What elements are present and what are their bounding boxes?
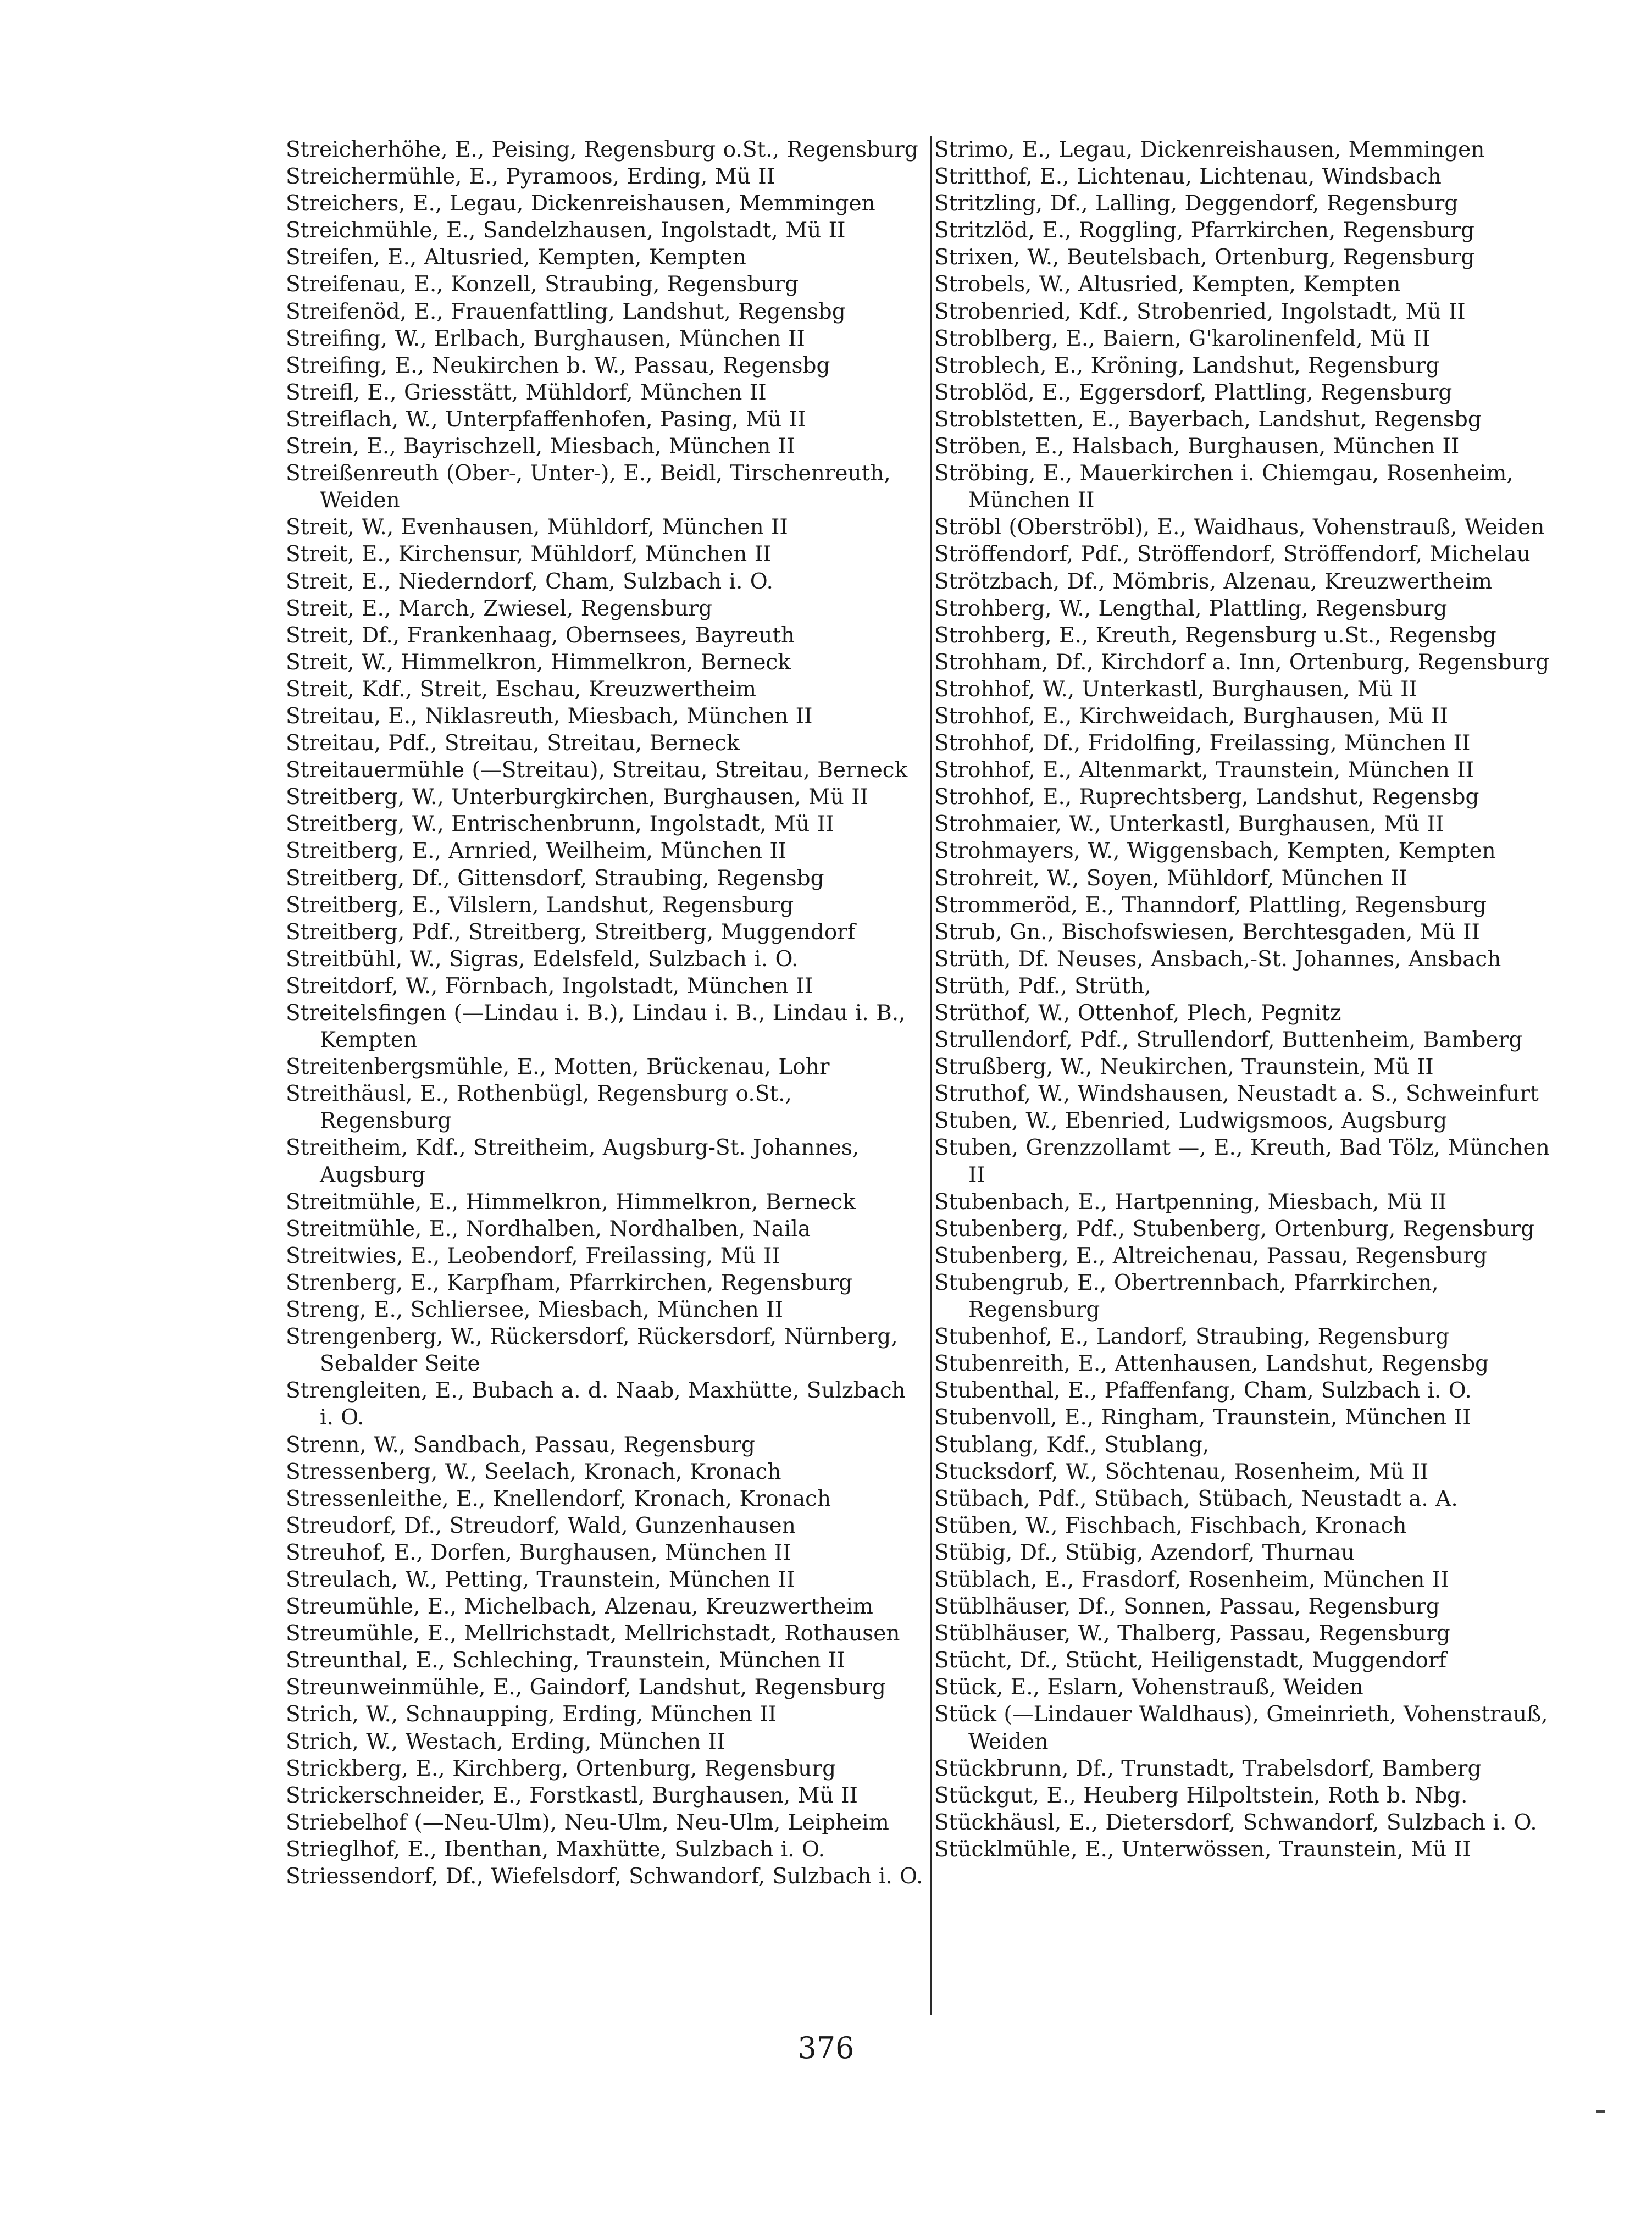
gazetteer-entry: Stritthof, E., Lichtenau, Lichtenau, Windsbach bbox=[934, 164, 1442, 190]
gazetteer-entry: Stück (—Lindauer Waldhaus), Gmeinrieth, Vohenstrauß, Weiden bbox=[934, 1702, 1548, 1754]
gazetteer-entry: Stübach, Pdf., Stübach, Stübach, Neustadt a. A. bbox=[934, 1486, 1458, 1511]
gazetteer-entry: Streit, Df., Frankenhaag, Obernsees, Bayreuth bbox=[286, 623, 795, 648]
margin-mark bbox=[1596, 2110, 1605, 2113]
gazetteer-entry: Streitmühle, E., Himmelkron, Himmelkron, Berneck bbox=[286, 1189, 856, 1215]
right-column bbox=[934, 136, 1572, 2016]
gazetteer-entry: Stuben, W., Ebenried, Ludwigsmoos, Augsburg bbox=[934, 1108, 1448, 1134]
gazetteer-entry: Strohhof, E., Ruprechtsberg, Landshut, Regensbg bbox=[934, 785, 1479, 810]
gazetteer-entry: Streifen, E., Altusried, Kempten, Kempten bbox=[286, 245, 746, 270]
gazetteer-entry: Stritzling, Df., Lalling, Deggendorf, Regensburg bbox=[934, 191, 1459, 217]
gazetteer-entry: Stubengrub, E., Obertrennbach, Pfarrkirchen, Regensburg bbox=[934, 1270, 1439, 1323]
gazetteer-entry: Stuben, Grenzzollamt —, E., Kreuth, Bad Tölz, München II bbox=[934, 1135, 1550, 1188]
gazetteer-entry: Stücklmühle, E., Unterwössen, Traunstein, Mü II bbox=[934, 1837, 1471, 1862]
gazetteer-entry: Strich, W., Westach, Erding, München II bbox=[286, 1729, 725, 1754]
gazetteer-entry: Strengenberg, W., Rückersdorf, Rückersdorf, Nürnberg, Sebalder Seite bbox=[286, 1324, 898, 1377]
gazetteer-entry: Streichmühle, E., Sandelzhausen, Ingolstadt, Mü II bbox=[286, 218, 846, 243]
gazetteer-entry: Streitenbergsmühle, E., Motten, Brückenau, Lohr bbox=[286, 1055, 830, 1080]
gazetteer-entry: Stubenvoll, E., Ringham, Traunstein, München II bbox=[934, 1405, 1471, 1431]
gazetteer-entry: Strich, W., Schnaupping, Erding, München II bbox=[286, 1702, 777, 1727]
gazetteer-entry: Strußberg, W., Neukirchen, Traunstein, Mü II bbox=[934, 1055, 1434, 1080]
gazetteer-entry: Streifenau, E., Konzell, Straubing, Regensburg bbox=[286, 272, 799, 297]
gazetteer-entry: Stucksdorf, W., Söchtenau, Rosenheim, Mü II bbox=[934, 1459, 1429, 1484]
gazetteer-entry: Stubenbach, E., Hartpenning, Miesbach, Mü II bbox=[934, 1189, 1447, 1215]
gazetteer-entry: Streit, E., Kirchensur, Mühldorf, München II bbox=[286, 542, 772, 567]
left-column bbox=[286, 136, 923, 2016]
page-number: 376 bbox=[797, 2031, 855, 2065]
gazetteer-entry: Stückgut, E., Heuberg Hilpoltstein, Roth b. Nbg. bbox=[934, 1783, 1468, 1808]
gazetteer-entry: Streifl, E., Griesstätt, Mühldorf, München II bbox=[286, 380, 767, 405]
gazetteer-entry: Streng, E., Schliersee, Miesbach, München II bbox=[286, 1298, 783, 1323]
gazetteer-entry: Streitberg, Df., Gittensdorf, Straubing, Regensbg bbox=[286, 866, 824, 891]
gazetteer-entry: Stubenthal, E., Pfaffenfang, Cham, Sulzbach i. O. bbox=[934, 1378, 1472, 1404]
gazetteer-entry: Streit, W., Evenhausen, Mühldorf, München II bbox=[286, 515, 788, 540]
gazetteer-entry: Strobenried, Kdf., Strobenried, Ingolstadt, Mü II bbox=[934, 299, 1466, 324]
gazetteer-entry: Streumühle, E., Michelbach, Alzenau, Kreuzwertheim bbox=[286, 1594, 873, 1620]
gazetteer-entry: Streitdorf, W., Förnbach, Ingolstadt, München II bbox=[286, 973, 813, 999]
gazetteer-entry: Streitberg, E., Arnried, Weilheim, München II bbox=[286, 839, 787, 864]
gazetteer-entry: Streitau, Pdf., Streitau, Streitau, Berneck bbox=[286, 731, 740, 756]
gazetteer-entry: Strüthof, W., Ottenhof, Plech, Pegnitz bbox=[934, 1001, 1341, 1025]
gazetteer-entry: Strohberg, E., Kreuth, Regensburg u.St., Regensbg bbox=[934, 623, 1496, 648]
gazetteer-entry: Streichermühle, E., Pyramoos, Erding, Mü II bbox=[286, 164, 775, 190]
gazetteer-entry: Stroblöd, E., Eggersdorf, Plattling, Regensburg bbox=[934, 380, 1453, 405]
gazetteer-entry: Strenn, W., Sandbach, Passau, Regensburg bbox=[286, 1432, 755, 1457]
gazetteer-entry: Strub, Gn., Bischofswiesen, Berchtesgaden, Mü II bbox=[934, 919, 1480, 945]
gazetteer-entry: Strohhof, E., Altenmarkt, Traunstein, München II bbox=[934, 758, 1474, 783]
gazetteer-entry: Stübig, Df., Stübig, Azendorf, Thurnau bbox=[934, 1540, 1355, 1565]
gazetteer-entry: Strieglhof, E., Ibenthan, Maxhütte, Sulzbach i. O. bbox=[286, 1837, 825, 1862]
gazetteer-entry: Streitwies, E., Leobendorf, Freilassing, Mü II bbox=[286, 1243, 780, 1268]
gazetteer-entry: Strohberg, W., Lengthal, Plattling, Regensburg bbox=[934, 596, 1448, 621]
gazetteer-entry: Strickberg, E., Kirchberg, Ortenburg, Regensburg bbox=[286, 1756, 836, 1781]
gazetteer-entry: Ströbing, E., Mauerkirchen i. Chiemgau, Rosenheim, München II bbox=[934, 461, 1514, 513]
gazetteer-entry: Strötzbach, Df., Mömbris, Alzenau, Kreuzwertheim bbox=[934, 569, 1492, 594]
gazetteer-entry: Stück, E., Eslarn, Vohenstrauß, Weiden bbox=[934, 1675, 1363, 1700]
gazetteer-entry: Streudorf, Df., Streudorf, Wald, Gunzenhausen bbox=[286, 1513, 796, 1538]
gazetteer-entry: Streulach, W., Petting, Traunstein, München II bbox=[286, 1567, 795, 1592]
gazetteer-entry: Streicherhöhe, E., Peising, Regensburg o.St., Regensburg bbox=[286, 137, 918, 162]
gazetteer-entry: Streitberg, E., Vilslern, Landshut, Regensburg bbox=[286, 893, 794, 918]
gazetteer-entry: Streit, Kdf., Streit, Eschau, Kreuzwertheim bbox=[286, 677, 757, 702]
gazetteer-entry: Strohreit, W., Soyen, Mühldorf, München II bbox=[934, 866, 1408, 891]
gazetteer-entry: Streunweinmühle, E., Gaindorf, Landshut, Regensburg bbox=[286, 1675, 886, 1700]
gazetteer-entry: Streifing, W., Erlbach, Burghausen, München II bbox=[286, 326, 805, 351]
gazetteer-entry: Stüblach, E., Frasdorf, Rosenheim, München II bbox=[934, 1567, 1449, 1592]
gazetteer-entry: Streitheim, Kdf., Streitheim, Augsburg-St. Johannes, Augsburg bbox=[286, 1135, 860, 1188]
gazetteer-entry: Streitberg, W., Entrischenbrunn, Ingolstadt, Mü II bbox=[286, 812, 834, 837]
gazetteer-entry: Stüblhäuser, W., Thalberg, Passau, Regensburg bbox=[934, 1621, 1450, 1647]
gazetteer-entry: Strohhof, W., Unterkastl, Burghausen, Mü II bbox=[934, 677, 1417, 702]
gazetteer-entry: Streitelsfingen (—Lindau i. B.), Lindau i. B., Lindau i. B., Kempten bbox=[286, 1001, 906, 1053]
gazetteer-entry: Strimo, E., Legau, Dickenreishausen, Memmingen bbox=[934, 137, 1485, 162]
gazetteer-entry: Strixen, W., Beutelsbach, Ortenburg, Regensburg bbox=[934, 245, 1475, 270]
gazetteer-entry: Streißenreuth (Ober-, Unter-), E., Beidl, Tirschenreuth, Weiden bbox=[286, 461, 891, 513]
gazetteer-entry: Strickerschneider, E., Forstkastl, Burghausen, Mü II bbox=[286, 1783, 858, 1808]
gazetteer-entry: Stückhäusl, E., Dietersdorf, Schwandorf, Sulzbach i. O. bbox=[934, 1810, 1537, 1835]
gazetteer-entry: Ströben, E., Halsbach, Burghausen, München II bbox=[934, 434, 1460, 459]
gazetteer-entry: Streitbühl, W., Sigras, Edelsfeld, Sulzbach i. O. bbox=[286, 946, 799, 972]
gazetteer-entry: Striessendorf, Df., Wiefelsdorf, Schwandorf, Sulzbach i. O. bbox=[286, 1864, 923, 1889]
gazetteer-entry: Streifenöd, E., Frauenfattling, Landshut, Regensbg bbox=[286, 299, 846, 324]
gazetteer-entry: Stressenberg, W., Seelach, Kronach, Kronach bbox=[286, 1459, 781, 1484]
gazetteer-entry: Struthof, W., Windshausen, Neustadt a. S., Schweinfurt bbox=[934, 1082, 1539, 1107]
gazetteer-entry: Striebelhof (—Neu-Ulm), Neu-Ulm, Neu-Ulm, Leipheim bbox=[286, 1810, 889, 1835]
gazetteer-entry: Strullendorf, Pdf., Strullendorf, Buttenheim, Bamberg bbox=[934, 1028, 1523, 1053]
gazetteer-entry: Streitberg, Pdf., Streitberg, Streitberg, Muggendorf bbox=[286, 919, 856, 945]
gazetteer-entry: Stüben, W., Fischbach, Fischbach, Kronach bbox=[934, 1513, 1407, 1538]
gazetteer-entry: Strüth, Df. Neuses, Ansbach,-St. Johannes, Ansbach bbox=[934, 946, 1501, 972]
gazetteer-entry: Strohhof, E., Kirchweidach, Burghausen, Mü II bbox=[934, 703, 1448, 729]
gazetteer-entry: Stückbrunn, Df., Trunstadt, Trabelsdorf, Bamberg bbox=[934, 1756, 1482, 1781]
gazetteer-entry: Streithäusl, E., Rothenbügl, Regensburg o.St., Regensburg bbox=[286, 1082, 792, 1134]
gazetteer-entry: Streichers, E., Legau, Dickenreishausen, Memmingen bbox=[286, 191, 875, 217]
gazetteer-entry: Streitauermühle (—Streitau), Streitau, Streitau, Berneck bbox=[286, 758, 908, 783]
gazetteer-entry: Ströffendorf, Pdf., Ströffendorf, Ströffendorf, Michelau bbox=[934, 542, 1531, 567]
gazetteer-entry: Stroblstetten, E., Bayerbach, Landshut, Regensbg bbox=[934, 407, 1482, 432]
gazetteer-entry: Streuhof, E., Dorfen, Burghausen, München II bbox=[286, 1540, 791, 1565]
gazetteer-entry: Stubenberg, Pdf., Stubenberg, Ortenburg, Regensburg bbox=[934, 1216, 1534, 1241]
gazetteer-entry: Stroblberg, E., Baiern, G'karolinenfeld, Mü II bbox=[934, 326, 1431, 351]
gazetteer-entry: Stüblhäuser, Df., Sonnen, Passau, Regensburg bbox=[934, 1594, 1440, 1620]
gazetteer-entry: Streit, E., March, Zwiesel, Regensburg bbox=[286, 596, 713, 621]
gazetteer-entry: Strobels, W., Altusried, Kempten, Kempten bbox=[934, 272, 1401, 297]
gazetteer-entry: Stressenleithe, E., Knellendorf, Kronach, Kronach bbox=[286, 1486, 831, 1511]
gazetteer-entry: Strohham, Df., Kirchdorf a. Inn, Ortenburg, Regensburg bbox=[934, 650, 1550, 675]
gazetteer-entry: Stubenreith, E., Attenhausen, Landshut, Regensbg bbox=[934, 1351, 1489, 1377]
gazetteer-entry: Stubenhof, E., Landorf, Straubing, Regensburg bbox=[934, 1324, 1449, 1350]
gazetteer-entry: Streitmühle, E., Nordhalben, Nordhalben, Naila bbox=[286, 1216, 811, 1241]
gazetteer-entry: Strommeröd, E., Thanndorf, Plattling, Regensburg bbox=[934, 893, 1487, 918]
gazetteer-entry: Streiflach, W., Unterpfaffenhofen, Pasing, Mü II bbox=[286, 407, 806, 432]
column-divider bbox=[930, 136, 932, 2015]
gazetteer-entry: Streitberg, W., Unterburgkirchen, Burghausen, Mü II bbox=[286, 785, 869, 810]
gazetteer-entry: Stroblech, E., Kröning, Landshut, Regensburg bbox=[934, 353, 1440, 378]
gazetteer-entry: Strengleiten, E., Bubach a. d. Naab, Maxhütte, Sulzbach i. O. bbox=[286, 1378, 906, 1431]
gazetteer-entry: Stublang, Kdf., Stublang, bbox=[934, 1432, 1210, 1457]
gazetteer-entry: Stubenberg, E., Altreichenau, Passau, Regensburg bbox=[934, 1243, 1487, 1268]
gazetteer-entry: Streifing, E., Neukirchen b. W., Passau, Regensbg bbox=[286, 353, 830, 378]
gazetteer-entry: Strüth, Pdf., Strüth, bbox=[934, 973, 1151, 999]
gazetteer-entry: Streitau, E., Niklasreuth, Miesbach, München II bbox=[286, 703, 813, 729]
gazetteer-entry: Strohmayers, W., Wiggensbach, Kempten, Kempten bbox=[934, 839, 1496, 864]
gazetteer-entry: Ströbl (Oberströbl), E., Waidhaus, Vohenstrauß, Weiden bbox=[934, 515, 1545, 540]
gazetteer-entry: Stritzlöd, E., Roggling, Pfarrkirchen, Regensburg bbox=[934, 218, 1474, 243]
gazetteer-entry: Streit, E., Niederndorf, Cham, Sulzbach i. O. bbox=[286, 569, 773, 594]
gazetteer-entry: Strohhof, Df., Fridolfing, Freilassing, München II bbox=[934, 731, 1471, 756]
gazetteer-entry: Strohmaier, W., Unterkastl, Burghausen, Mü II bbox=[934, 812, 1444, 837]
gazetteer-entry: Strein, E., Bayrischzell, Miesbach, München II bbox=[286, 434, 795, 459]
gazetteer-entry: Streunthal, E., Schleching, Traunstein, München II bbox=[286, 1648, 845, 1673]
gazetteer-entry: Strenberg, E., Karpfham, Pfarrkirchen, Regensburg bbox=[286, 1270, 853, 1295]
gazetteer-entry: Streit, W., Himmelkron, Himmelkron, Berneck bbox=[286, 650, 791, 675]
gazetteer-entry: Stücht, Df., Stücht, Heiligenstadt, Muggendorf bbox=[934, 1648, 1447, 1673]
gazetteer-entry: Streumühle, E., Mellrichstadt, Mellrichstadt, Rothausen bbox=[286, 1621, 900, 1647]
